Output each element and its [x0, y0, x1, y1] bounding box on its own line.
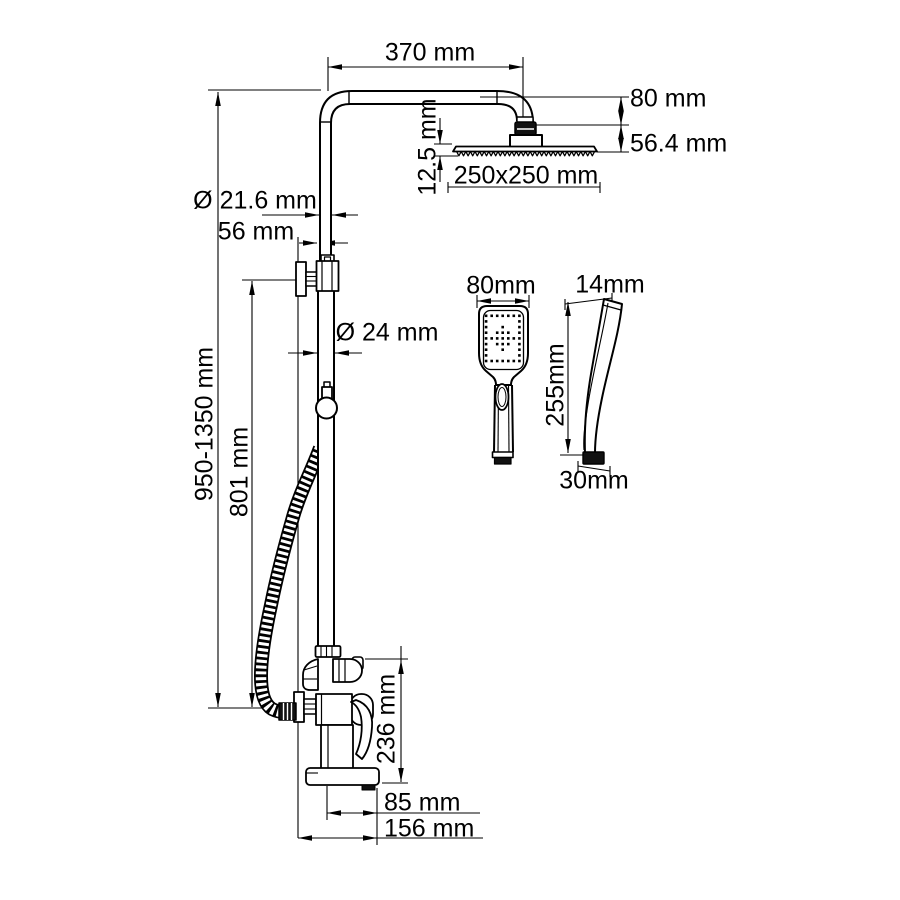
hose-outlet [279, 703, 296, 720]
dim-handshower-base-label: 30mm [559, 466, 629, 495]
dim-handshower-width-label: 80mm [466, 271, 536, 300]
overhead-shower-head [453, 122, 597, 156]
mixer-body [279, 646, 379, 790]
dim-mixer-height-label: 236 mm [372, 673, 401, 765]
wall-bracket [296, 255, 339, 296]
dim-total-height-label: 950-1350 mm [190, 346, 219, 502]
dim-arm-length-label: 370 mm [384, 38, 476, 67]
spout [306, 768, 379, 790]
dim-head-height-label: 56.4 mm [630, 129, 728, 158]
dim-spout-reach-label: 85 mm [384, 788, 461, 817]
dim-pipe-upper-diameter-label: Ø 21.6 mm [193, 186, 317, 215]
dim-spout-total-label: 156 mm [384, 814, 475, 843]
dim-wall-offset-label: 56 mm [217, 217, 295, 246]
dim-holder-height-label: 801 mm [225, 426, 254, 518]
hand-shower-front [479, 306, 528, 464]
hand-shower-side [583, 299, 622, 464]
dim-pipe-lower-diameter-label: Ø 24 mm [335, 318, 439, 347]
dim-head-offset-label: 80 mm [630, 84, 707, 113]
dim-head-size-label: 250x250 mm [453, 161, 599, 190]
dim-head-thickness-label: 12.5 mm [413, 98, 442, 196]
dim-handshower-length-label: 255mm [541, 343, 570, 427]
dim-handshower-depth-label: 14mm [575, 270, 645, 299]
